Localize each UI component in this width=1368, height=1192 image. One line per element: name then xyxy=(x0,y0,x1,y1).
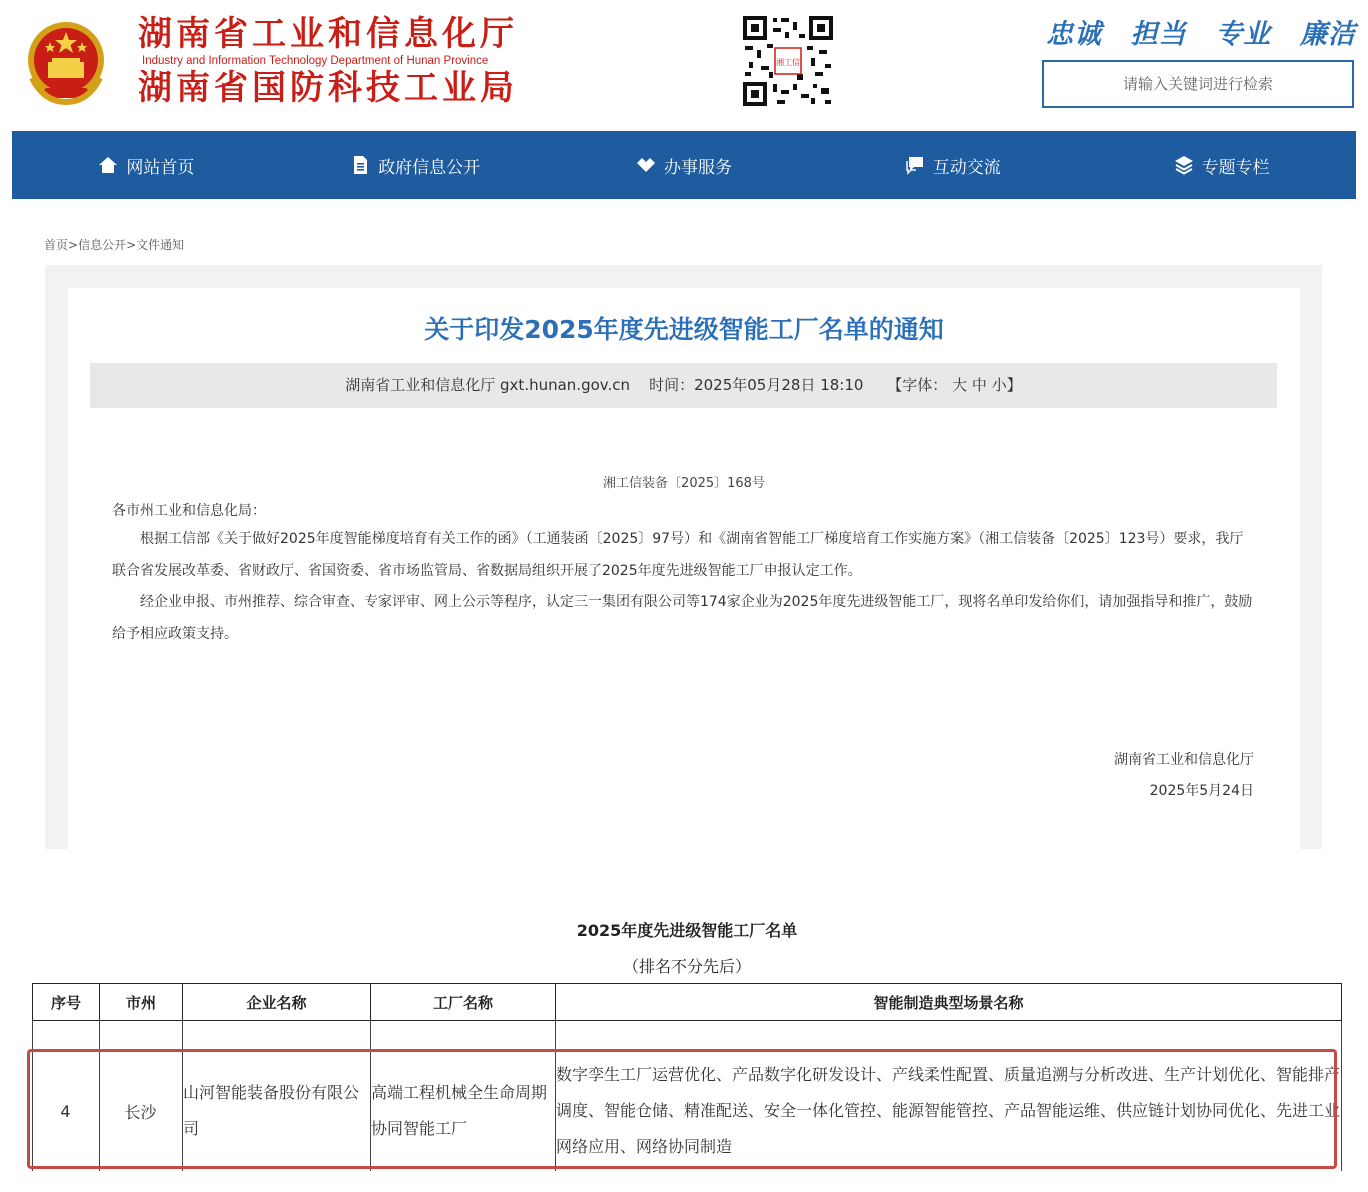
breadcrumb-separator: > xyxy=(68,238,79,252)
article-title: 关于印发2025年度先进级智能工厂名单的通知 xyxy=(424,315,944,344)
header-company: 企业名称 xyxy=(183,984,371,1020)
slogan-integrity: 廉洁 xyxy=(1299,19,1356,50)
chat-icon xyxy=(905,155,925,175)
paragraph-2: 经企业申报、市州推荐、综合审查、专家评审、网上公示等程序，认定三一集团有限公司等174家企业为2025年度先进级智能工厂，现将名单印发给你们，请加强指导和推广，鼓励给予相应政策支持。 xyxy=(112,594,1253,642)
site-brand[interactable] xyxy=(138,14,518,108)
nav-item-label: 专题专栏 xyxy=(1201,157,1270,178)
slogan-professional: 专业 xyxy=(1215,19,1272,50)
nav-item-label: 办事服务 xyxy=(663,157,732,178)
slogans xyxy=(1046,12,1356,51)
font-size-label: 【字体： xyxy=(887,376,948,394)
signature-date: 2025年5月24日 xyxy=(1149,783,1254,799)
document-number: 湘工信装备〔2025〕168号 xyxy=(603,476,765,491)
brand-title-cn-2: 湖南省国防科技工业局 xyxy=(138,68,518,108)
nav-item-home[interactable] xyxy=(12,131,281,199)
table-header xyxy=(32,983,1342,1021)
slogan-loyalty: 忠诚 xyxy=(1046,19,1102,50)
document-icon xyxy=(350,155,370,175)
home-icon xyxy=(98,155,118,175)
nav-item-services[interactable] xyxy=(550,131,819,199)
nav-item-label: 互动交流 xyxy=(932,157,1001,178)
header-city: 市州 xyxy=(100,984,183,1020)
header-no: 序号 xyxy=(33,984,100,1020)
font-size-bracket: 】 xyxy=(1006,376,1022,394)
cell-no: 4 xyxy=(60,1101,71,1121)
handshake-icon xyxy=(636,155,656,175)
main-nav xyxy=(12,131,1356,199)
nav-item-topics[interactable] xyxy=(1087,131,1356,199)
header-scenes: 智能制造典型场景名称 xyxy=(873,993,1024,1012)
qr-code-icon xyxy=(741,14,835,108)
breadcrumb-current[interactable]: 文件通知 xyxy=(136,238,185,252)
brand-title-en: Industry and Information Technology Department of Hunan Province xyxy=(142,55,489,67)
cell-scenes: 数字孪生工厂运营优化、产品数字化研发设计、产线柔性配置、质量追溯与分析改进、生产计划优化、智能排产调度、智能仓储、精准配送、安全一体化管控、能源智能管控、产品智能运维、供应链计划协同优化、先进工业网络应用、网络协同制造 xyxy=(556,1065,1341,1156)
layers-icon xyxy=(1174,155,1194,175)
article-meta-bar xyxy=(90,363,1277,408)
meta-time: 时间：2025年05月28日 18:10 xyxy=(649,376,864,394)
breadcrumb-home[interactable]: 首页 xyxy=(44,238,69,252)
header-factory: 工厂名称 xyxy=(371,984,556,1020)
font-size-medium[interactable]: 中 xyxy=(971,376,987,394)
font-size-small[interactable]: 小 xyxy=(991,376,1007,394)
site-header xyxy=(0,0,1368,130)
slogan-responsibility: 担当 xyxy=(1130,19,1187,50)
breadcrumb xyxy=(44,236,184,253)
highlight-box xyxy=(27,1049,1337,1169)
national-emblem-icon xyxy=(24,18,108,106)
nav-item-label: 政府信息公开 xyxy=(378,157,481,178)
table-title: 2025年度先进级智能工厂名单 xyxy=(576,921,798,940)
cell-factory: 高端工程机械全生命周期协同智能工厂 xyxy=(371,1083,548,1138)
qr-logo-text: 湘工信 xyxy=(776,58,800,67)
meta-source: 湖南省工业和信息化厅 gxt.hunan.gov.cn xyxy=(345,376,631,394)
breadcrumb-info[interactable]: 信息公开 xyxy=(78,238,127,252)
cell-city: 长沙 xyxy=(124,1102,157,1122)
breadcrumb-separator: > xyxy=(126,238,137,252)
salutation: 各市州工业和信息化局： xyxy=(112,503,266,519)
font-size-large[interactable]: 大 xyxy=(952,376,968,394)
signature-organization: 湖南省工业和信息化厅 xyxy=(1114,752,1254,768)
cell-company: 山河智能装备股份有限公司 xyxy=(183,1083,360,1138)
search-input[interactable] xyxy=(1042,60,1354,108)
nav-item-interaction[interactable] xyxy=(818,131,1087,199)
nav-item-gov-info[interactable] xyxy=(281,131,550,199)
brand-title-cn-1: 湖南省工业和信息化厅 xyxy=(138,14,518,54)
nav-item-label: 网站首页 xyxy=(126,157,195,178)
paragraph-1: 根据工信部《关于做好2025年度智能梯度培育有关工作的函》（工通装函〔2025〕97号）和《湖南省智能工厂梯度培育工作实施方案》（湘工信装备〔2025〕123号）要求，我厅联合省发展改革委、省财政厅、省国资委、省市场监管局、省数据局组织开展了2025年度先进级智能工厂申报认定工作。 xyxy=(112,531,1244,579)
table-subtitle: （排名不分先后） xyxy=(622,957,751,976)
